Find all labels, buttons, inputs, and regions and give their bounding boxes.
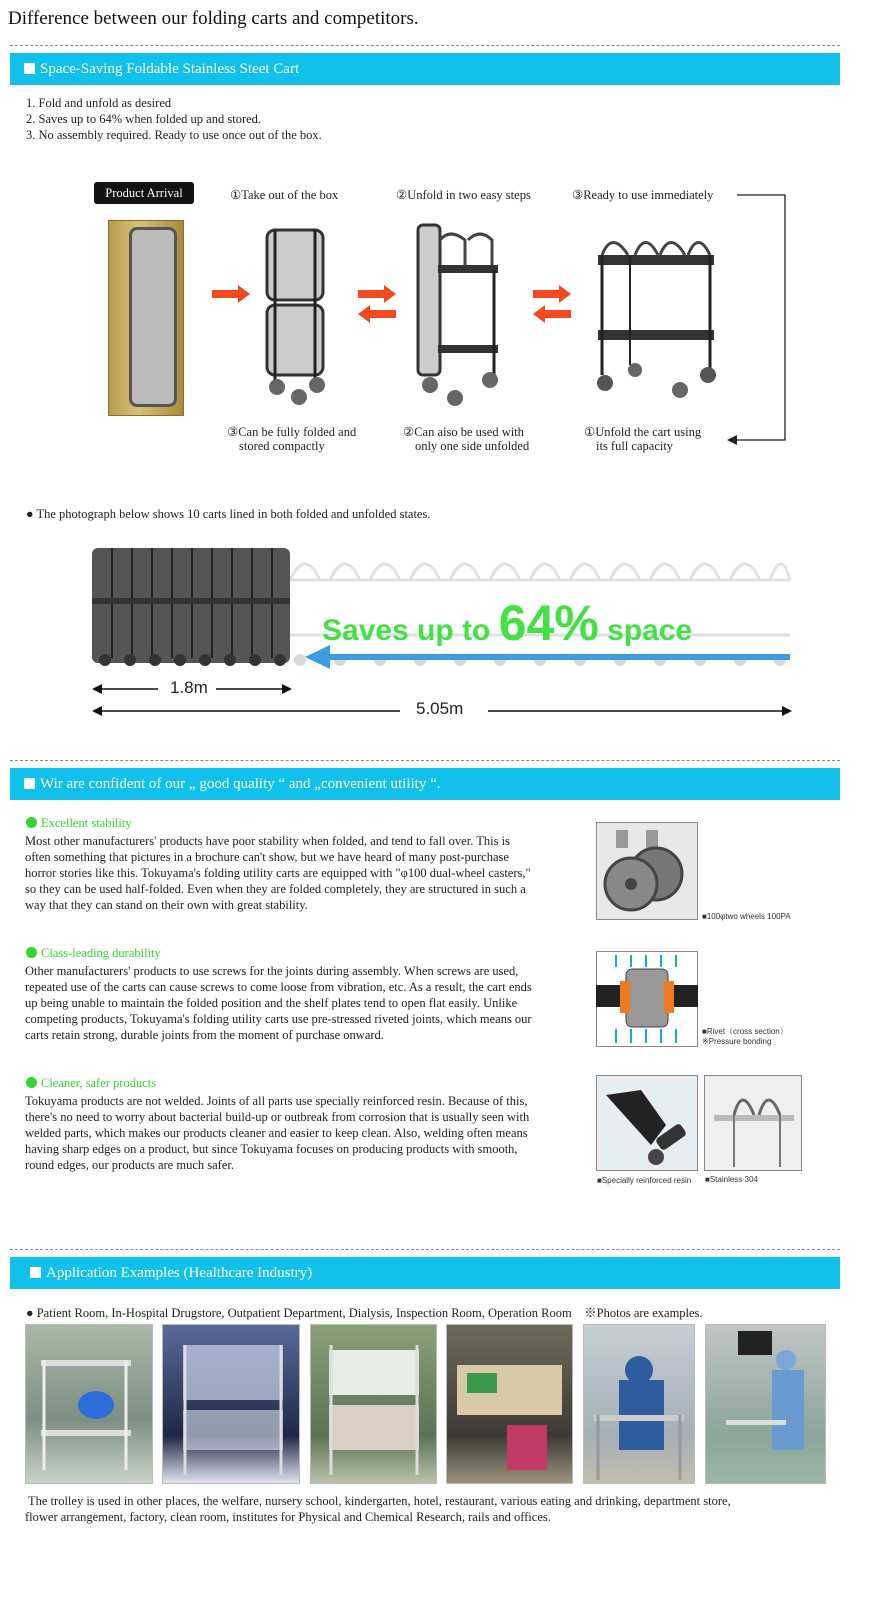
square-icon — [24, 63, 35, 74]
folded-length-label: 1.8m — [170, 678, 208, 697]
savings-percent: 64% — [498, 595, 599, 651]
application-photo-inspection-room — [583, 1324, 695, 1484]
body-line: there's no need to worry about bacterial build-up or outbreak from corrosion that is usually seen with — [25, 1110, 530, 1124]
feature-title-text: Class-leading durability — [41, 946, 161, 960]
step-caption — [584, 425, 701, 453]
application-photo-drugstore — [162, 1324, 300, 1484]
body-line: repeated use of the carts can cause screws to come loose from vibration, etc. As a result, the cart ends — [25, 980, 532, 994]
savings-headline — [322, 594, 692, 652]
feature-body — [25, 963, 575, 1043]
list-item: 2. Saves up to 64% when folded up and stored. — [26, 112, 262, 126]
section-heading: Space-Saving Foldable Stainless Steet Cart — [40, 61, 300, 77]
product-arrival-badge: Product Arrival — [94, 182, 194, 204]
arrow-left-icon — [533, 305, 573, 323]
image-caption — [702, 1026, 788, 1046]
savings-prefix: Saves up to — [322, 614, 499, 647]
body-line: carts retain strong, durable joints from the moment of purchase onward. — [25, 1028, 384, 1042]
reinforced-resin-photo — [596, 1075, 698, 1171]
application-photo-patient-room — [25, 1324, 153, 1484]
arrow-right-icon — [358, 285, 398, 303]
application-photo-dialysis — [446, 1324, 573, 1484]
image-caption: ■100φtwo wheels 100PA — [702, 912, 791, 921]
divider — [10, 45, 840, 46]
page-title: Difference between our folding carts and competitors. — [8, 8, 419, 29]
body-line: competing products, Tokuyama's folding utility carts use pre-stressed riveted joints, which means our — [25, 1012, 532, 1026]
caption-line: ■Rivet（cross section） — [702, 1027, 788, 1036]
divider — [10, 1249, 840, 1250]
green-bullet-icon — [26, 947, 37, 958]
body-line: Most other manufacturers' products have poor stability when folded, and tend to fall over. This is — [25, 834, 510, 848]
caption-line: its full capacity — [596, 439, 674, 453]
divider — [10, 760, 840, 761]
caption-line: ※Pressure bonding — [702, 1037, 772, 1046]
cardboard-box-photo — [108, 220, 184, 416]
unfolded-cart-image — [590, 225, 720, 405]
square-icon — [24, 778, 35, 789]
folded-cart-image — [255, 225, 335, 410]
half-unfolded-cart-image — [410, 220, 505, 410]
body-line: having sharp edges on a product, but since Tokuyama focuses on producing products with smooth, — [25, 1142, 518, 1156]
square-icon — [30, 1267, 41, 1278]
folded-cart-in-box — [129, 227, 177, 407]
places-note: ● Patient Room, In-Hospital Drugstore, Outpatient Department, Dialysis, Inspection Room, Operation Room ※Photos are examples. — [26, 1306, 703, 1320]
body-line: horror stories like this. Tokuyama's folding utility carts are equipped with "φ100 dual-wheel casters," — [25, 866, 531, 880]
body-line: welded parts, which makes our products cleaner and easier to keep clean. Also, welding often means — [25, 1126, 528, 1140]
step-caption — [403, 425, 529, 453]
feature-title-text: Cleaner, safer products — [41, 1076, 157, 1090]
rivet-cross-section-diagram — [596, 951, 698, 1047]
body-line: often something that pictures in a brochure can't show, but we have heard of many post-purchase — [25, 850, 509, 864]
step-label: ②Unfold in two easy steps — [396, 188, 531, 202]
caption-line: only one side unfolded — [415, 439, 530, 453]
green-bullet-icon — [26, 1077, 37, 1088]
photo-note-text: The photograph below shows 10 carts lined in both folded and unfolded states. — [36, 507, 431, 521]
section-heading: Application Examples (Healthcare Industry) — [46, 1265, 313, 1281]
cycle-connector-arrow — [725, 188, 795, 450]
caption-line: ①Unfold the cart using — [584, 425, 702, 439]
body-line: way that they can stand on their own with great stability. — [25, 898, 308, 912]
caption-line: ③Can be fully folded and — [227, 425, 357, 439]
section-heading: Wir are confident of our „ good quality “ and „convenient utility “. — [40, 776, 441, 792]
green-bullet-icon — [26, 817, 37, 828]
feature-body — [25, 1093, 575, 1173]
body-line: round edges, our products are much safer. — [25, 1158, 234, 1172]
feature-body — [25, 833, 575, 913]
photo-note: ● The photograph below shows 10 carts lined in both folded and unfolded states. — [26, 507, 431, 521]
section-header-space-saving — [10, 53, 840, 85]
body-line: Other manufacturers' products to use screws for the joints during assembly. When screws are used, — [25, 964, 519, 978]
feature-list — [26, 95, 322, 143]
footer-note — [25, 1493, 848, 1525]
unfolded-length-label: 5.05m — [416, 699, 464, 718]
step-caption — [227, 425, 356, 453]
arrow-right-icon — [212, 285, 252, 303]
body-line: up being unable to maintain the folded position and the shelf plates tend to open flat easily. Unlike — [25, 996, 518, 1010]
places-text: Patient Room, In-Hospital Drugstore, Outpatient Department, Dialysis, Inspection Room, Operation Room ※Photos are examples. — [36, 1306, 703, 1320]
application-photo-outpatient — [310, 1324, 437, 1484]
step-label: ③Ready to use immediately — [572, 188, 714, 202]
feature-title-text: Excellent stability — [41, 816, 132, 830]
section-header-applications — [10, 1257, 840, 1289]
image-caption: ■Stainless 304 — [705, 1175, 758, 1184]
stainless-cart-photo — [704, 1075, 802, 1171]
list-item: 1. Fold and unfold as desired — [26, 96, 172, 110]
arrow-left-icon — [358, 305, 398, 323]
savings-suffix: space — [598, 614, 693, 647]
body-line: so they can be used half-folded. Even when they are folded completely, they are structured in such a — [25, 882, 526, 896]
body-line: Tokuyama products are not welded. Joints of all parts use specially reinforced resin. Because of this, — [25, 1094, 528, 1108]
arrow-right-icon — [533, 285, 573, 303]
step-label: ①Take out of the box — [230, 188, 339, 202]
image-caption: ■Specially reinforced resin — [597, 1176, 692, 1185]
feature-title — [26, 816, 132, 831]
caster-wheels-photo — [596, 822, 698, 920]
footer-line: The trolley is used in other places, the welfare, nursery school, kindergarten, hotel, restaurant, various eating and drinking, department store, — [28, 1494, 731, 1508]
section-header-quality — [10, 768, 840, 800]
footer-line: flower arrangement, factory, clean room, institutes for Physical and Chemical Research, rails and offices. — [25, 1510, 551, 1524]
caption-line: ②Can aiso be used with — [403, 425, 524, 439]
feature-title — [26, 946, 161, 961]
list-item: 3. No assembly required. Ready to use once out of the box. — [26, 128, 322, 142]
application-photo-operation-room — [705, 1324, 826, 1484]
caption-line: stored compactly — [239, 439, 325, 453]
feature-title — [26, 1076, 156, 1091]
